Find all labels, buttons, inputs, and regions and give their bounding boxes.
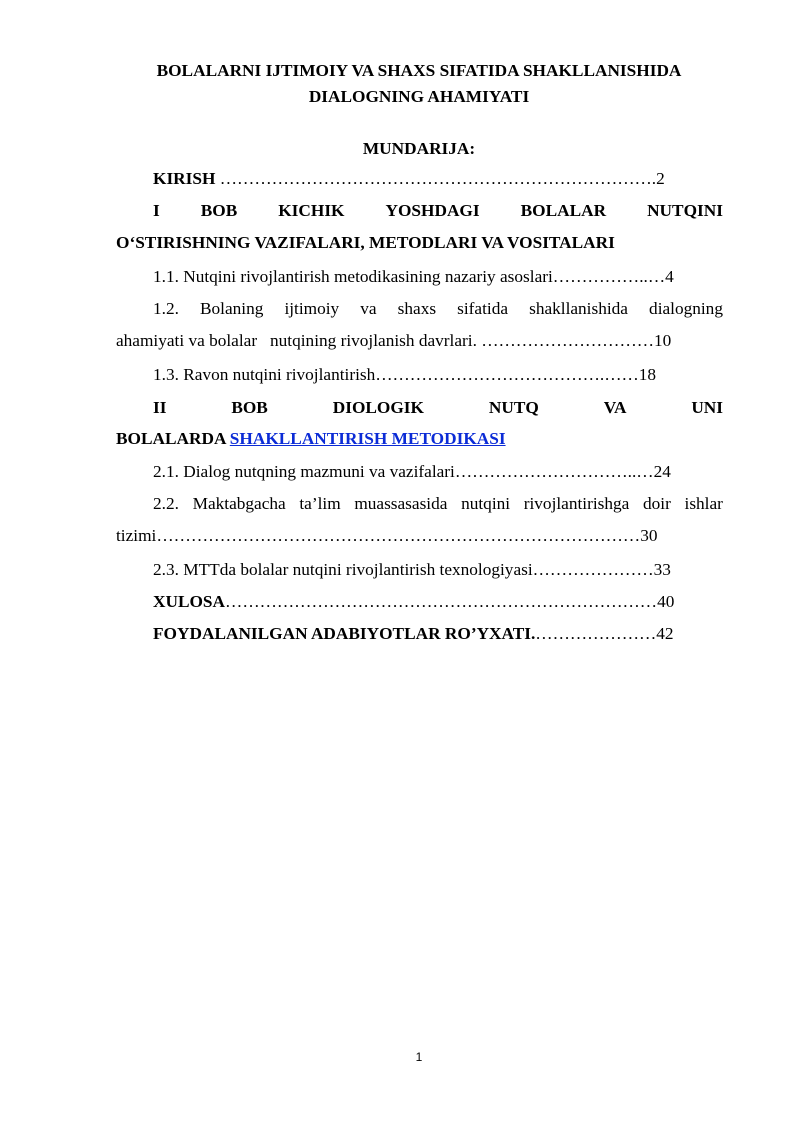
word: doir — [643, 494, 671, 513]
chapter2-link[interactable]: SHAKLLANTIRISH METODIKASI — [229, 429, 506, 448]
toc-entry-page: .2 — [651, 169, 665, 188]
word: ta’lim — [299, 494, 341, 513]
word: UNI — [691, 398, 723, 417]
chapter2-prefix: BOLALARDA — [116, 429, 230, 448]
toc-entry-adabiyotlar[interactable] — [153, 621, 674, 647]
page-number: 1 — [415, 1050, 423, 1064]
word: Bolaning — [200, 299, 264, 318]
toc-entry-2-2-line2[interactable]: tizimi…………………………………………………………………………30 — [116, 526, 658, 545]
word: muassasasida — [354, 494, 448, 513]
word: NUTQ — [488, 398, 539, 417]
word: ishlar — [684, 494, 723, 513]
word: BOB — [231, 398, 268, 417]
document-title-line2: DIALOGNING AHAMIYATI — [308, 87, 530, 106]
word: VA — [603, 398, 627, 417]
toc-entry-1-2-line1[interactable] — [153, 296, 723, 322]
word: BOLALAR — [520, 201, 607, 220]
toc-chapter2-line1[interactable] — [153, 395, 723, 421]
word: DIOLOGIK — [332, 398, 424, 417]
toc-entry-dots: ………………………………………………………………… — [215, 169, 652, 188]
toc-entry-dots: …………………42 — [535, 624, 674, 643]
word: nutqini — [461, 494, 511, 513]
toc-chapter1-line1[interactable] — [153, 198, 723, 224]
word: dialogning — [649, 299, 723, 318]
word: II — [153, 398, 167, 417]
word: NUTQINI — [647, 201, 723, 220]
word: ijtimoiy — [284, 299, 340, 318]
word: 1.2. — [153, 299, 179, 318]
word: 2.2. — [153, 494, 179, 513]
word: I — [153, 201, 160, 220]
word: va — [360, 299, 377, 318]
word: KICHIK — [278, 201, 345, 220]
toc-entry-label: FOYDALANILGAN ADABIYOTLAR RO’YXATI. — [153, 624, 536, 643]
toc-entry-1-3[interactable]: 1.3. Ravon nutqini rivojlantirish………………………………….……18 — [153, 365, 657, 384]
toc-chapter2-line2[interactable] — [116, 426, 506, 452]
word: shaxs — [397, 299, 437, 318]
toc-entry-1-2-line2[interactable]: ahamiyati va bolalar nutqining rivojlanish davrlari. …………………………10 — [116, 331, 672, 350]
document-title-line1: BOLALARNI IJTIMOIY VA SHAXS SIFATIDA SHAKLLANISHIDA — [156, 61, 682, 80]
word: YOSHDAGI — [385, 201, 480, 220]
toc-entry-label: KIRISH — [153, 169, 216, 188]
word: shakllanishida — [529, 299, 628, 318]
toc-entry-2-3[interactable]: 2.3. MTTda bolalar nutqini rivojlantirish texnologiyasi…………………33 — [153, 560, 671, 579]
toc-entry-1-1[interactable]: 1.1. Nutqini rivojlantirish metodikasining nazariy asoslari……………..…4 — [153, 267, 674, 286]
toc-entry-2-2-line1[interactable] — [153, 491, 723, 517]
toc-entry-label: XULOSA — [153, 592, 226, 611]
toc-entry-xulosa[interactable] — [153, 589, 674, 615]
toc-heading: MUNDARIJA: — [362, 139, 476, 158]
toc-entry-dots: …………………………………………………………………40 — [225, 592, 675, 611]
toc-chapter1-line2[interactable]: O‘STIRISHNING VAZIFALARI, METODLARI VA VOSITALARI — [116, 233, 615, 252]
word: Maktabgacha — [192, 494, 286, 513]
word: sifatida — [457, 299, 509, 318]
word: rivojlantirishga — [523, 494, 630, 513]
toc-entry-2-1[interactable]: 2.1. Dialog nutqning mazmuni va vazifalari…………………………..…24 — [153, 462, 671, 481]
toc-entry-kirish[interactable] — [153, 166, 665, 192]
word: BOB — [200, 201, 238, 220]
